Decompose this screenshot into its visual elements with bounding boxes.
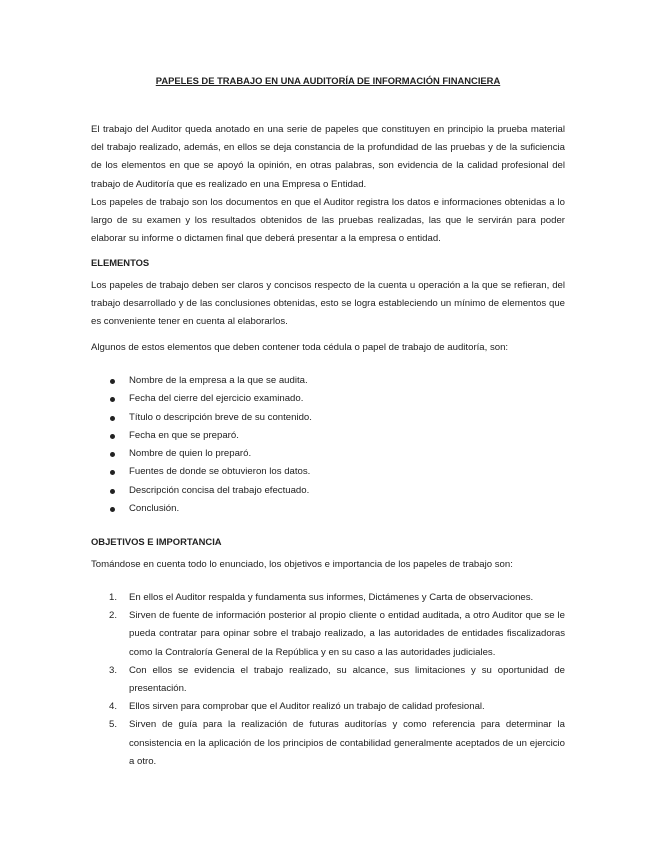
list-item (91, 427, 565, 445)
list-item (91, 390, 565, 408)
list-item-number: 3. (109, 664, 118, 676)
list-item (91, 607, 565, 662)
document-title: PAPELES DE TRABAJO EN UNA AUDITORÍA DE INFORMACIÓN FINANCIERA (155, 75, 501, 86)
list-item-number: 4. (109, 701, 118, 713)
list-item-text: Sirven de fuente de información posterior al propio cliente o entidad auditada, a otro Auditor que se le pueda contratar para opinar sobre el trabajo realizado, a las autoridades de entidades fiscalizadoras como la Contraloría General de la República y en su caso a las autoridades judiciales. (129, 610, 565, 658)
bullet-icon (110, 379, 115, 384)
list-item (91, 698, 565, 716)
list-item-text: En ellos el Auditor respalda y fundamenta sus informes, Dictámenes y Carta de observaciones. (129, 592, 534, 603)
intro-paragraph-2: Los papeles de trabajo son los documentos en que el Auditor registra los datos e informaciones obtenidas a lo largo de su examen y los resultados obtenidos de las pruebas realizadas, las que le servirán para poder elaborar su informe o dictamen final que deberá presentar a la empresa o entidad. (91, 197, 565, 245)
elementos-heading: ELEMENTOS (91, 257, 150, 268)
intro-paragraph-1: El trabajo del Auditor queda anotado en una serie de papeles que constituyen en principio la prueba material del trabajo realizado, además, en ellos se deja constancia de la profundidad de las pruebas y de la suficiencia de los elementos en que se apoyó la opinión, en otras palabras, son evidencia de la calidad profesional del trabajo de Auditoría que es realizado en una Empresa o Entidad. (91, 124, 565, 190)
bullet-icon (110, 470, 115, 475)
bullet-icon (110, 452, 115, 457)
bullet-icon (110, 397, 115, 402)
list-item-text: Título o descripción breve de su contenido. (129, 411, 312, 423)
list-item-number: 1. (109, 592, 118, 603)
objetivos-heading: OBJETIVOS E IMPORTANCIA (91, 536, 222, 547)
list-item (91, 482, 565, 500)
list-item (91, 445, 565, 463)
list-item (91, 372, 565, 390)
bullet-icon (110, 434, 115, 439)
list-item-text: Ellos sirven para comprobar que el Auditor realizó un trabajo de calidad profesional. (129, 701, 485, 713)
list-item (91, 716, 565, 771)
objetivos-list (91, 589, 565, 771)
bullet-icon (110, 489, 115, 494)
list-item-number: 2. (109, 610, 118, 622)
objetivos-paragraph: Tomándose en cuenta todo lo enunciado, los objetivos e importancia de los papeles de trabajo son: (91, 559, 513, 570)
list-item-text: Nombre de quien lo preparó. (129, 448, 252, 460)
bullet-icon (110, 416, 115, 421)
list-item-text: Sirven de guía para la realización de futuras auditorías y como referencia para determinar la consistencia en la aplicación de los principios de contabilidad generalmente aceptados de un ejercicio a otro. (129, 719, 565, 767)
list-item (91, 463, 565, 481)
list-item-text: Nombre de la empresa a la que se audita. (129, 375, 308, 386)
elementos-paragraph-1: Los papeles de trabajo deben ser claros y concisos respecto de la cuenta u operación a la que se refieran, del trabajo desarrollado y de las conclusiones obtenidas, esto se logra estableciendo un mínimo de elementos que es conveniente tener en cuenta al elaborarlos. (91, 280, 565, 328)
list-item-text: Con ellos se evidencia el trabajo realizado, su alcance, sus limitaciones y su oportunidad de presentación. (129, 664, 565, 695)
list-item (91, 662, 565, 698)
list-item-text: Conclusión. (129, 503, 180, 515)
bullet-icon (110, 507, 115, 512)
list-item-text: Fecha en que se preparó. (129, 429, 239, 441)
list-item (91, 500, 565, 518)
list-item-text: Fuentes de donde se obtuvieron los datos. (129, 466, 311, 478)
list-item-text: Descripción concisa del trabajo efectuado. (129, 484, 310, 496)
list-item (91, 409, 565, 427)
elementos-list (91, 372, 565, 518)
elementos-paragraph-2: Algunos de estos elementos que deben contener toda cédula o papel de trabajo de auditoría, son: (91, 342, 509, 353)
list-item (91, 589, 565, 607)
list-item-text: Fecha del cierre del ejercicio examinado. (129, 393, 304, 405)
list-item-number: 5. (109, 719, 118, 731)
